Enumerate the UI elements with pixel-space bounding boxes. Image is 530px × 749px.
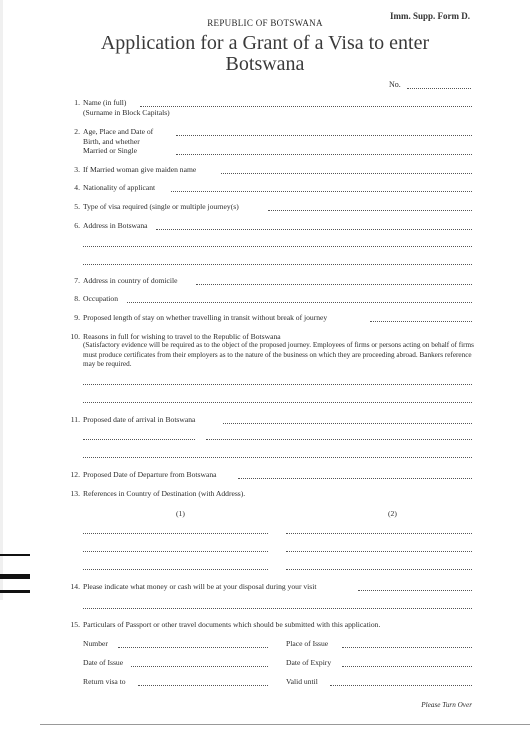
field-occupation (68, 294, 472, 306)
field-number: 10. (70, 332, 80, 341)
place-of-issue-label: Place of Issue (286, 639, 329, 648)
date-of-expiry-input[interactable] (342, 666, 472, 667)
title-line-1: Application for a Grant of a Visa to enter (100, 32, 430, 54)
reference-1-line-2[interactable] (83, 551, 268, 552)
field-nationality (68, 183, 472, 195)
reference-2-line[interactable] (286, 533, 472, 534)
form-number-field[interactable] (407, 88, 471, 89)
field-length-of-stay (68, 313, 472, 325)
scan-mark (0, 574, 30, 579)
maiden-name-input-line[interactable] (221, 173, 472, 174)
field-label: Occupation (83, 294, 119, 303)
field-number: 3. (74, 165, 80, 174)
age-input-line[interactable] (176, 135, 472, 136)
reasons-input-line-2[interactable] (83, 402, 472, 403)
address-botswana-input-line-2[interactable] (83, 246, 472, 247)
passport-number-label: Number (83, 639, 108, 648)
field-label: Address in Botswana (83, 221, 148, 230)
valid-until-label: Valid until (286, 677, 318, 686)
field-label: Married or Single (83, 146, 137, 155)
reasons-input-line[interactable] (83, 384, 472, 385)
turn-over-note: Please Turn Over (421, 701, 472, 709)
field-address-botswana (68, 221, 472, 269)
field-label: Proposed date of arrival in Botswana (83, 415, 196, 424)
age-input-line-2[interactable] (176, 154, 472, 155)
republic-heading: REPUBLIC OF BOTSWANA (207, 18, 323, 28)
field-label: Address in country of domicile (83, 276, 178, 285)
field-label: Age, Place and Date of (83, 127, 154, 136)
page-title (0, 33, 530, 75)
form-code: Imm. Supp. Form D. (389, 11, 470, 21)
visa-type-input-line[interactable] (268, 210, 472, 211)
reference-1-line-3[interactable] (83, 569, 268, 570)
occupation-input-line[interactable] (127, 302, 472, 303)
reference-2-line-3[interactable] (286, 569, 472, 570)
field-references (68, 489, 472, 579)
field-label: Type of visa required (single or multiple journey(s) (83, 202, 239, 211)
arrival-date-input-line-4[interactable] (83, 457, 472, 458)
field-passport-particulars (68, 620, 472, 690)
field-label: References in Country of Destination (with Address). (83, 489, 246, 498)
scan-shadow (0, 0, 3, 600)
form-number-label: No. (389, 80, 401, 89)
valid-until-input[interactable] (330, 685, 472, 686)
name-input-line[interactable] (140, 106, 472, 107)
field-number: 11. (70, 415, 80, 424)
field-visa-type (68, 202, 472, 214)
reference-1-line[interactable] (83, 533, 268, 534)
field-label: Reasons in full for wishing to travel to the Republic of Botswana (83, 332, 281, 341)
address-domicile-input-line[interactable] (196, 284, 472, 285)
field-number: 14. (70, 582, 80, 591)
field-age-place-birth (68, 127, 472, 157)
reference-2-line-2[interactable] (286, 551, 472, 552)
date-of-issue-input[interactable] (131, 666, 268, 667)
field-number: 1. (74, 98, 80, 107)
field-number: 13. (70, 489, 80, 498)
field-label: Proposed length of stay on whether travelling in transit without break of journey (83, 313, 328, 322)
bottom-rule (40, 724, 530, 725)
field-label: Name (in full) (83, 98, 127, 107)
money-input-line-2[interactable] (83, 608, 472, 609)
field-number: 8. (74, 294, 80, 303)
reference-column-1: (1) (176, 509, 185, 518)
field-arrival-date (68, 415, 472, 461)
field-maiden-name (68, 165, 472, 177)
departure-date-input-line[interactable] (238, 478, 472, 479)
scan-mark (0, 554, 30, 556)
field-sublabel: (Surname in Block Capitals) (83, 107, 170, 117)
place-of-issue-input[interactable] (342, 647, 472, 648)
field-number: 2. (74, 127, 80, 136)
field-label: Proposed Date of Departure from Botswana (83, 470, 217, 479)
return-visa-input[interactable] (138, 685, 268, 686)
field-number: 5. (74, 202, 80, 211)
field-name (68, 98, 472, 122)
field-number: 15. (70, 620, 80, 629)
scan-mark (0, 590, 30, 593)
reasons-note: (Satisfactory evidence will be required as to the object of the proposed journey. Employees of firms or persons acting on behalf of firms must produce certificates from their employers as to the nature of the business on which they are proceeding abroad. Bankers reference may be required. (83, 341, 474, 368)
money-input-line[interactable] (358, 590, 472, 591)
address-botswana-input-line-3[interactable] (83, 264, 472, 265)
field-number: 6. (74, 221, 80, 230)
passport-number-input[interactable] (118, 647, 268, 648)
field-address-domicile (68, 276, 472, 288)
date-of-issue-label: Date of Issue (83, 658, 124, 667)
length-of-stay-input-line[interactable] (370, 321, 472, 322)
field-label: Birth, and whether (83, 136, 140, 146)
field-number: 12. (70, 470, 80, 479)
arrival-date-input-line-2[interactable] (83, 439, 195, 440)
field-label: If Married woman give maiden name (83, 165, 197, 174)
field-number: 7. (74, 276, 80, 285)
nationality-input-line[interactable] (171, 191, 472, 192)
field-label: Please indicate what money or cash will be at your disposal during your visit (83, 582, 317, 591)
title-line-2: Botswana (225, 53, 305, 75)
field-label: Particulars of Passport or other travel documents which should be submitted with this application. (83, 620, 381, 629)
date-of-expiry-label: Date of Expiry (286, 658, 332, 667)
field-departure-date (68, 470, 472, 482)
field-label: Nationality of applicant (83, 183, 156, 192)
arrival-date-input-line-3[interactable] (206, 439, 472, 440)
field-number: 4. (74, 183, 80, 192)
arrival-date-input-line[interactable] (223, 423, 472, 424)
field-number: 9. (74, 313, 80, 322)
return-visa-label: Return visa to (83, 677, 126, 686)
field-money-available (68, 582, 472, 612)
address-botswana-input-line[interactable] (156, 229, 472, 230)
reference-column-2: (2) (388, 509, 397, 518)
